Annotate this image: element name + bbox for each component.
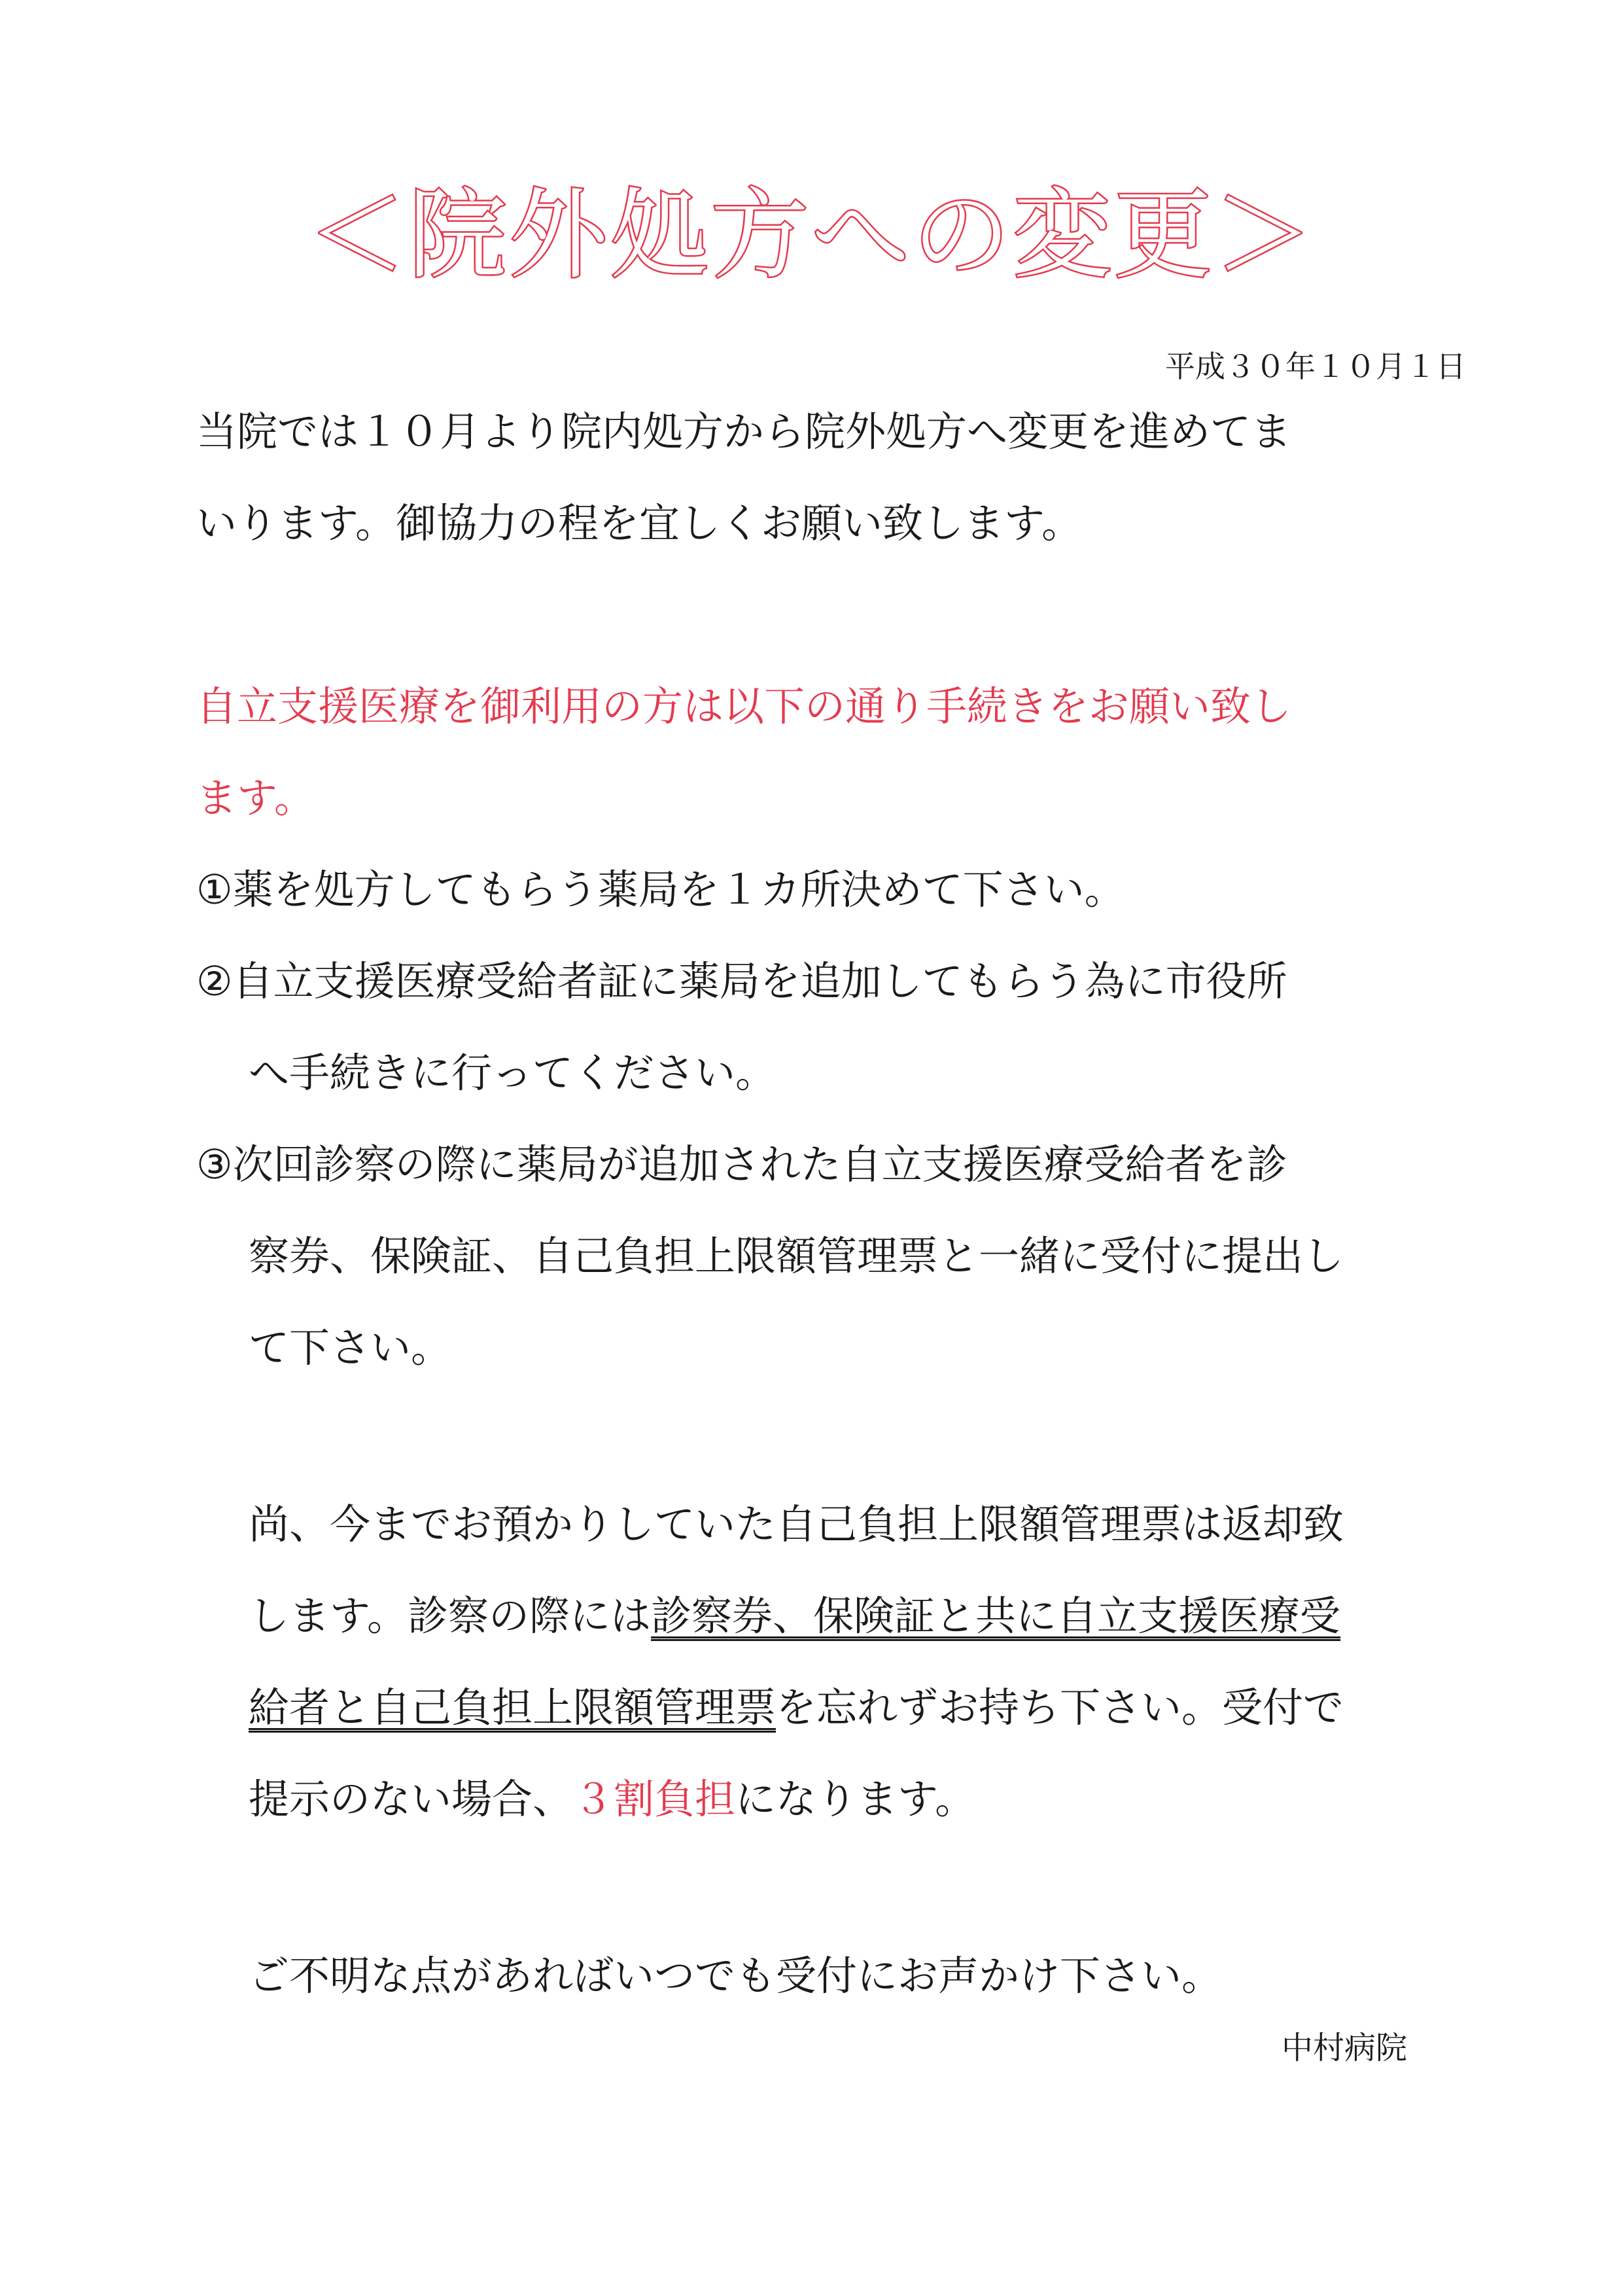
note-underlined-items-1: 診察券、保険証と共に自立支援医療受	[651, 1592, 1341, 1640]
note-line-2-plain: します。診察の際には	[249, 1592, 652, 1640]
step-1-line-1: ①薬を処方してもらう薬局を１カ所決めて下さい。	[196, 866, 1125, 913]
notice-paragraph	[196, 661, 1291, 844]
copay-warning: ３割負担	[573, 1775, 736, 1823]
step-2-line-1: ②自立支援医療受給者証に薬局を追加してもらう為に市役所	[196, 957, 1287, 1005]
step-3-line-3: て下さい。	[249, 1324, 452, 1371]
notice-line-1: 自立支援医療を御利用の方は以下の通り手続きをお願い致し	[196, 682, 1292, 730]
contact-line: ご不明な点があればいつでも受付にお声かけ下さい。	[249, 1952, 1223, 2000]
note-line-4	[249, 1754, 1344, 1845]
notice-line-2: ます。	[196, 774, 315, 822]
note-line-4-plain: 提示のない場合、	[249, 1775, 574, 1823]
intro-line-2: いります。御協力の程を宜しくお願い致します。	[196, 499, 1083, 547]
step-3-line-2: 察券、保険証、自己負担上限額管理票と一緒に受付に提出し	[249, 1232, 1344, 1280]
note-line-1: 尚、今までお預かりしていた自己負担上限額管理票は返却致	[249, 1500, 1344, 1548]
contact-paragraph	[249, 1930, 1222, 2022]
step-3-line-1: ③次回診察の際に薬局が追加された自立支援医療受給者を診	[196, 1140, 1287, 1188]
note-paragraph	[249, 1479, 1344, 1845]
note-line-2	[249, 1570, 1344, 1662]
step-2-line-2: へ手続きに行ってください。	[249, 1049, 777, 1097]
intro-paragraph	[196, 386, 1291, 569]
note-line-4-end: になります。	[735, 1775, 976, 1823]
note-line-3-plain: を忘れずお持ち下さい。受付で	[776, 1684, 1344, 1731]
note-line-3	[249, 1662, 1344, 1754]
page-title: ＜院外処方への変更＞	[307, 179, 1316, 292]
intro-line-1: 当院では１０月より院内処方から院外処方へ変更を進めてま	[196, 408, 1292, 455]
document-date: 平成３０年１０月１日	[1165, 349, 1466, 384]
hospital-signature: 中村病院	[1281, 2030, 1407, 2066]
steps-list	[196, 844, 1344, 1394]
note-underlined-items-2: 給者と自己負担上限額管理票	[249, 1684, 777, 1731]
